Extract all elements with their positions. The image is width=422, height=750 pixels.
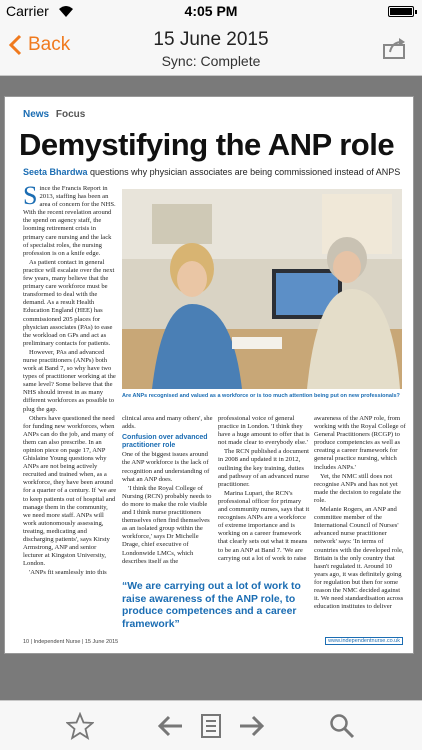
back-label: Back <box>28 34 71 55</box>
article-headline: Demystifying the ANP role <box>19 127 395 162</box>
magazine-page[interactable] <box>4 96 414 654</box>
section-kicker <box>23 109 85 120</box>
drop-cap: S <box>23 181 38 210</box>
navigation-bar <box>0 22 422 76</box>
standfirst-text: questions why physician associates are being commissioned instead of ANPS <box>90 167 401 177</box>
article-standfirst <box>23 167 400 177</box>
issue-date-title: 15 June 2015 <box>153 29 269 50</box>
arrow-left-icon[interactable] <box>156 712 184 740</box>
contents-list-icon[interactable] <box>197 712 225 740</box>
photo-caption: Are ANPs recognised and valued as a workforce or is too much attention being put on new professionals? <box>122 393 400 399</box>
sync-status: Sync: Complete <box>161 53 261 69</box>
battery-icon <box>388 6 414 17</box>
website-url: www.independentnurse.co.uk <box>325 637 403 645</box>
star-icon[interactable] <box>66 712 94 740</box>
pull-quote: “We are carrying out a lot of work to raise awareness of the ANP role, to produce competences and a career framework” <box>122 581 301 630</box>
author-name: Seeta Bhardwa <box>23 167 88 177</box>
subheading: Confusion over advanced practitioner role <box>122 434 208 450</box>
subsection-label: Focus <box>55 109 86 120</box>
search-icon[interactable] <box>328 712 356 740</box>
bottom-toolbar <box>0 700 422 750</box>
carrier-label: Carrier <box>6 3 49 19</box>
article-column-4: awareness of the ANP role, from working with the Royal College of General Practitioners (RCGP) to produce competencies as well as creating a career framework for general practice nursing, which includes ANPs.' Yet, the NMC still does not recognise ANPs and has not yet made the decision to regulate the role. Melanie Rogers, an ANP and committee member of the International Council of Nurses' advanced nurse practitioner network' says: 'In terms of countries with the developed role, Britain is the only country that hasn't regulated it. Around 10 years ago, it was definitely going for regulation but then for some reason the NMC decided against it. We need standardisation across education institutes to deliver <box>314 415 406 611</box>
article-column-1: S ince the Francis Report in 2013, staffing has been an area of concern for the NHS. With the recent revelation around the spend on agency staff, the looming retirement crisis in primary care nursing and the lack of specialist roles, the nursing profession is on a knife edge. As patient contact in general practice will escalate over the next few years, many believe that the primary care workforce must be transformed to deal with the demand. As a result Health Education England (HEE) has commissioned 205 places for physician associates (PAs) to ease the workload on GPs and act as preliminary contacts for patients. However, PAs and advanced nurse practitioners (ANPs) both work at Band 7, so why have two types of practitioner working at the same level? Some believe that the NHS should invest in as many different workforces as possible to plug the gap. Others have questioned the need for funding new workforces, when ANPs can do the job, and many of them can also prescribe. In an opinion piece on page 17, ANP Ghislaine Young questions why ANPs are not being actively recruited and trained when, as a workforce, they have been around for a quarter of a century. If 'we are to keep patients out of hospital and manage them in the community, we need more staff. ANPs will work autonomously assessing, treating, medicating and discharging patients', says Kirsty Armstrong, ANP and senior lecturer at Kingston University, London. 'ANPs fit seamlessly into this <box>23 181 117 577</box>
arrow-right-icon[interactable] <box>238 712 266 740</box>
status-bar <box>0 0 422 22</box>
article-column-2: clinical area and many others', she adds. Confusion over advanced practitioner role One of the biggest issues around the ANP workforce is the lack of recognition and understanding of what an ANP does. 'I think the Royal College of Nursing (RCN) probably needs to do more to make the role visible and I think nurse practitioners themselves often find themselves as an isolated group within the workforce,' says Dr Michelle Drage, chief executive of Londonwide LMCs, which describes itself as the <box>122 415 213 565</box>
clock: 4:05 PM <box>184 3 238 19</box>
section-label: News <box>23 109 50 120</box>
article-column-3: professional voice of general practice in London. 'I think they have a huge amount to offer that is not made clear to everybody else.' The RCN published a document in 2008 and updated it in 2012, outlining the key training, duties and pathway of an advanced nurse practitioner. Marina Lupari, the RCN's professional officer for primary and community nurses, says that it recognises ANPs are a workforce of extreme importance and is working on a career framework that clearly sets out what it means to be an ANP at Band 7. 'We are carrying out a lot of work to raise <box>218 415 310 562</box>
article-photo <box>122 189 402 389</box>
share-icon[interactable] <box>382 36 410 60</box>
page-folio: 10 | Independent Nurse | 15 June 2015 <box>23 639 119 645</box>
